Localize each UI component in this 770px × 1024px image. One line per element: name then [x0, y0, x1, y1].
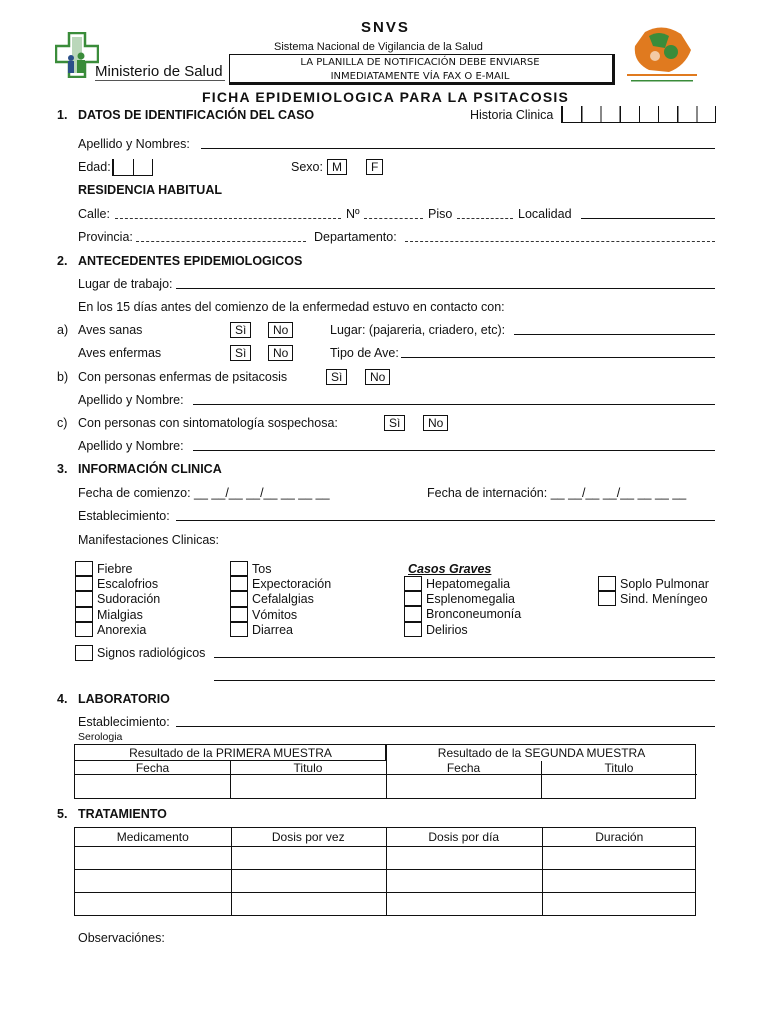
ministry-underline — [95, 80, 225, 81]
piso-field[interactable] — [457, 207, 513, 219]
fecha-2-header: Fecha — [446, 761, 481, 775]
notice-line-2: INMEDIATAMENTE VÍA FAX O E-MAIL — [330, 71, 510, 82]
primera-muestra-header: Resultado de la PRIMERA MUESTRA — [129, 746, 332, 760]
symptom-checkbox-cefalalgias[interactable] — [230, 591, 248, 606]
symptom-label-bronconeumonia: Bronconeumonía — [426, 607, 522, 622]
section-4-number: 4. — [57, 692, 68, 706]
apellido-label: Apellido y Nombres: — [78, 137, 190, 151]
titulo-1-cell[interactable] — [231, 776, 386, 799]
symptom-label-fiebre: Fiebre — [97, 562, 133, 576]
section-2-number: 2. — [57, 254, 68, 268]
historia-clinica-boxes[interactable] — [561, 106, 716, 123]
calle-field[interactable] — [115, 207, 341, 219]
section-4-title: LABORATORIO — [78, 692, 170, 706]
segunda-muestra-header: Resultado de la SEGUNDA MUESTRA — [437, 746, 646, 760]
symptom-label-expectoracion: Expectoración — [252, 577, 332, 592]
provincial-emblem-icon — [625, 22, 703, 86]
symptom-checkbox-sind-meningeo[interactable] — [598, 591, 616, 606]
symptom-label-delirios: Delirios — [426, 622, 468, 637]
aves-sanas-si[interactable]: Sì — [230, 322, 251, 338]
symptom-checkbox-tos[interactable] — [230, 561, 248, 576]
treatment-cell[interactable] — [543, 870, 697, 891]
symptom-label-esplenomegalia: Esplenomegalia — [426, 592, 515, 607]
symptom-label-sind-meningeo: Sind. Meníngeo — [620, 592, 708, 607]
symptom-checkbox-vomitos[interactable] — [230, 607, 248, 622]
contacto-text: En los 15 días antes del comienzo de la enfermedad estuvo en contacto con: — [78, 300, 505, 314]
signos-radiologicos-checkbox[interactable] — [75, 645, 93, 661]
aves-enfermas-label: Aves enfermas — [78, 346, 162, 360]
form-title: FICHA EPIDEMIOLOGICA PARA LA PSITACOSIS — [202, 89, 569, 105]
treatment-header-2: Dosis por día — [428, 830, 500, 844]
localidad-label: Localidad — [518, 207, 572, 221]
establecimiento-label: Establecimiento: — [78, 509, 170, 523]
fecha-internacion-field[interactable]: Fecha de internación: __ __/__ __/__ __ __ __ — [427, 486, 687, 500]
symptom-label-tos: Tos — [252, 562, 272, 576]
localidad-field[interactable] — [581, 207, 715, 219]
sexo-label: Sexo: — [291, 160, 323, 174]
treatment-cell[interactable] — [76, 847, 230, 868]
titulo-2-cell[interactable] — [542, 776, 697, 799]
personas-enfermas-no[interactable]: No — [365, 369, 390, 385]
departamento-label: Departamento: — [314, 230, 397, 244]
symptom-checkbox-hepatomegalia[interactable] — [404, 576, 422, 591]
treatment-cell[interactable] — [387, 893, 541, 914]
item-a-marker: a) — [57, 323, 69, 337]
symptom-label-hepatomegalia: Hepatomegalia — [426, 577, 511, 591]
section-1-number: 1. — [57, 108, 68, 122]
health-cross-icon — [55, 32, 99, 78]
signos-radiologicos-label: Signos radiológicos — [97, 646, 206, 660]
manifestaciones-label: Manifestaciones Clinicas: — [78, 533, 220, 547]
serology-table — [74, 744, 696, 799]
aves-enfermas-si[interactable]: Sì — [230, 345, 251, 361]
treatment-cell[interactable] — [543, 893, 697, 914]
treatment-cell[interactable] — [232, 870, 386, 891]
casos-graves-heading: Casos Graves — [408, 562, 492, 576]
observaciones-label: Observaciónes: — [78, 931, 165, 945]
symptom-label-anorexia: Anorexia — [97, 622, 147, 637]
symptom-checkbox-escalofrios[interactable] — [75, 576, 93, 591]
lugar-trabajo-field[interactable] — [176, 277, 715, 289]
snvs-title: SNVS — [361, 19, 410, 36]
symptom-label-vomitos: Vómitos — [252, 607, 298, 622]
treatment-cell[interactable] — [232, 847, 386, 868]
lugar-field[interactable] — [514, 323, 715, 335]
fecha-2-cell[interactable] — [387, 776, 541, 799]
symptom-label-escalofrios: Escalofrios — [97, 577, 159, 592]
numero-field[interactable] — [364, 207, 423, 219]
notice-box — [229, 54, 615, 85]
treatment-cell[interactable] — [387, 847, 541, 868]
treatment-header-1: Dosis por vez — [271, 830, 345, 844]
symptom-checkbox-diarrea[interactable] — [230, 622, 248, 637]
residencia-heading: RESIDENCIA HABITUAL — [78, 183, 222, 197]
sexo-m-checkbox[interactable]: M — [327, 159, 347, 175]
titulo-1-header: Titulo — [293, 761, 323, 775]
personas-enfermas-si[interactable]: Sì — [326, 369, 347, 385]
departamento-field[interactable] — [405, 230, 715, 242]
sintomatologia-si[interactable]: Sì — [384, 415, 405, 431]
symptom-checkbox-delirios[interactable] — [404, 622, 422, 637]
signos-radiologicos-field-2[interactable] — [214, 669, 715, 681]
apellido-b-label: Apellido y Nombre: — [78, 393, 184, 407]
symptom-checkbox-anorexia[interactable] — [75, 622, 93, 637]
symptom-checkbox-mialgias[interactable] — [75, 607, 93, 622]
sexo-f-checkbox[interactable]: F — [366, 159, 383, 175]
treatment-cell[interactable] — [387, 870, 541, 891]
titulo-2-header: Titulo — [604, 761, 634, 775]
treatment-cell[interactable] — [232, 893, 386, 914]
item-b-marker: b) — [57, 370, 69, 384]
signos-radiologicos-field-1[interactable] — [214, 646, 715, 658]
provincia-label: Provincia: — [78, 230, 133, 244]
symptom-checkbox-soplo-pulmonar[interactable] — [598, 576, 616, 591]
treatment-cell[interactable] — [76, 870, 230, 891]
symptom-checkbox-fiebre[interactable] — [75, 561, 93, 576]
notice-line-1: LA PLANILLA DE NOTIFICACIÓN DEBE ENVIARSE — [300, 57, 540, 68]
tipo-ave-field[interactable] — [401, 346, 715, 358]
symptom-checkbox-sudoracion[interactable] — [75, 591, 93, 606]
historia-clinica-label: Historia Clinica — [470, 108, 554, 122]
symptom-checkbox-expectoracion[interactable] — [230, 576, 248, 591]
treatment-header-0: Medicamento — [116, 830, 189, 844]
section-5-number: 5. — [57, 807, 68, 821]
symptom-label-cefalalgias: Cefalalgias — [252, 592, 314, 607]
tipo-ave-label: Tipo de Ave: — [330, 346, 399, 360]
provincia-field[interactable] — [136, 230, 306, 242]
treatment-header-3: Duración — [595, 830, 644, 844]
symptom-label-sudoracion: Sudoración — [97, 592, 161, 607]
aves-enfermas-no[interactable]: No — [268, 345, 293, 361]
lugar-label: Lugar: (pajareria, criadero, etc): — [330, 323, 506, 337]
system-name: Sistema Nacional de Vigilancia de la Salud — [274, 41, 483, 53]
aves-sanas-no[interactable]: No — [268, 322, 293, 338]
edad-boxes[interactable] — [112, 159, 153, 176]
apellido-b-field[interactable] — [193, 393, 715, 405]
piso-label: Piso — [428, 207, 453, 221]
lab-establecimiento-field[interactable] — [176, 715, 715, 727]
apellido-c-label: Apellido y Nombre: — [78, 439, 184, 453]
treatment-table — [74, 827, 696, 916]
apellido-field[interactable] — [201, 137, 715, 149]
lab-establecimiento-label: Establecimiento: — [78, 715, 170, 729]
section-1-title: DATOS DE IDENTIFICACIÓN DEL CASO — [78, 108, 315, 122]
numero-label: Nº — [346, 207, 360, 221]
establecimiento-field[interactable] — [176, 509, 715, 521]
personas-enfermas-label: Con personas enfermas de psitacosis — [78, 370, 288, 384]
symptom-label-soplo-pulmonar: Soplo Pulmonar — [620, 577, 709, 591]
edad-label: Edad: — [78, 160, 111, 174]
section-3-title: INFORMACIÓN CLINICA — [78, 462, 222, 476]
ministry-name: Ministerio de Salud — [95, 63, 223, 80]
section-5-title: TRATAMIENTO — [78, 807, 167, 821]
symptom-checkbox-bronconeumonia[interactable] — [404, 606, 422, 621]
sintomatologia-no[interactable]: No — [423, 415, 448, 431]
symptom-label-diarrea: Diarrea — [252, 622, 293, 637]
section-2-title: ANTECEDENTES EPIDEMIOLOGICOS — [78, 254, 303, 268]
sintomatologia-label: Con personas con sintomatología sospechosa: — [78, 416, 338, 430]
lugar-trabajo-label: Lugar de trabajo: — [78, 277, 173, 291]
treatment-cell[interactable] — [543, 847, 697, 868]
ministry-logo — [55, 32, 227, 82]
calle-label: Calle: — [78, 207, 110, 221]
treatment-cell[interactable] — [76, 893, 230, 914]
aves-sanas-label: Aves sanas — [78, 323, 143, 337]
fecha-1-cell[interactable] — [75, 776, 230, 799]
section-3-number: 3. — [57, 462, 68, 476]
symptom-label-mialgias: Mialgias — [97, 607, 143, 622]
serologia-label: Serologia — [78, 731, 123, 743]
item-c-marker: c) — [57, 416, 68, 430]
fecha-1-header: Fecha — [135, 761, 170, 775]
apellido-c-field[interactable] — [193, 439, 715, 451]
symptom-checkbox-esplenomegalia[interactable] — [404, 591, 422, 606]
fecha-comienzo-field[interactable]: Fecha de comienzo: __ __/__ __/__ __ __ __ — [78, 486, 330, 500]
